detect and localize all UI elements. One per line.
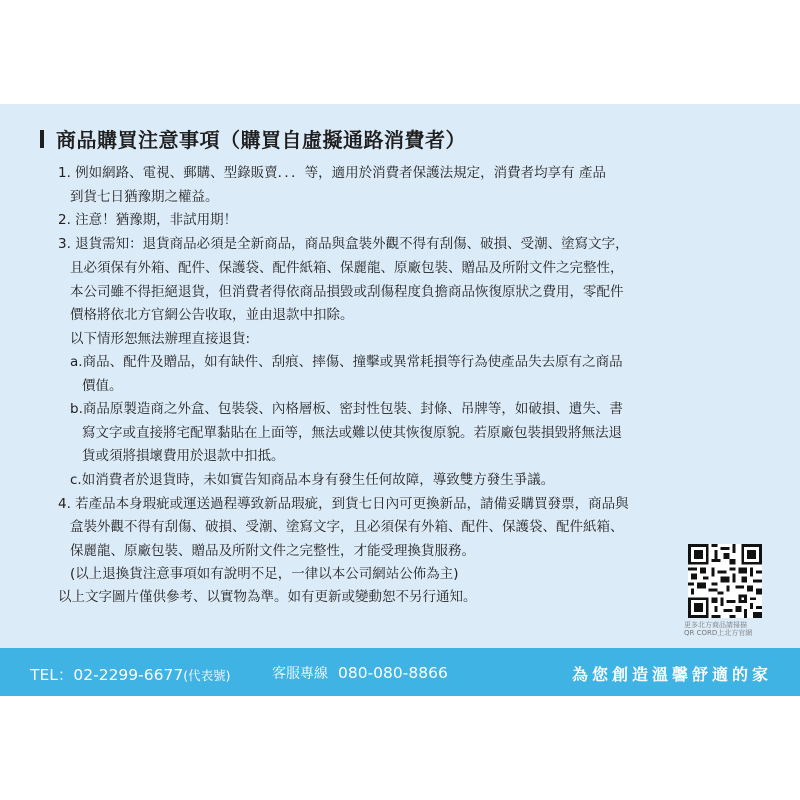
notice-line: 以上文字圖片僅供參考、以實物為準。如有更新或變動恕不另行通知。 [58, 589, 477, 605]
qr-caption-line-2: QR CORD上北方官網 [684, 629, 753, 637]
qr-caption [684, 621, 774, 637]
tel-number: TEL：02-2299-6677 [30, 666, 184, 684]
notice-line: a.商品、配件及贈品，如有缺件、刮痕、摔傷、撞擊或異常耗損等行為使產品失去原有之商品 [70, 354, 623, 370]
notice-line: 保麗龍、原廠包裝、贈品及所附文件之完整性，才能受理換貨服務。 [70, 543, 475, 559]
qr-code[interactable] [688, 544, 762, 618]
notice-line: 以下情形恕無法辦理直接退貨: [70, 331, 251, 347]
service-number: 080-080-8866 [338, 664, 448, 682]
notice-line: (以上退換貨注意事項如有說明不足，一律以本公司網站公佈為主) [70, 566, 459, 582]
tel-note: (代表號) [183, 668, 231, 683]
notice-line: 1. 例如網路、電視、郵購、型錄販賣．．．等，適用於消費者保護法規定，消費者均享有 產品 [58, 165, 606, 181]
notice-line: 且必須保有外箱、配件、保護袋、配件紙箱、保麗龍、原廠包裝、贈品及所附文件之完整性， [70, 260, 624, 276]
notice-line: b.商品原製造商之外盒、包裝袋、內格層板、密封性包裝、封條、吊牌等，如破損、遺失、書 [70, 401, 623, 417]
notice-line: 4. 若產品本身瑕疵或運送過程導致新品瑕疵，到貨七日內可更換新品，請備妥購買發票，商品與 [58, 496, 629, 512]
notice-line: 價格將依北方官網公告收取，並由退款中扣除。 [70, 307, 354, 323]
footer-tel [30, 663, 230, 685]
notice-line: 本公司雖不得拒絕退貨，但消費者得依商品損毀或刮傷程度負擔商品恢復原狀之費用，零配件 [70, 284, 624, 300]
notice-line: c.如消費者於退貨時，未如實告知商品本身有發生任何故障，導致雙方發生爭議。 [70, 472, 555, 488]
notice-line: 寫文字或直接將宅配單黏貼在上面等，無法或難以使其恢復原貌。若原廠包裝損毀將無法退 [82, 425, 622, 441]
notice-title [40, 124, 466, 153]
qr-caption-line-1: 更多北方商品請掃描 [684, 621, 747, 629]
title-marker [40, 130, 44, 148]
notice-line: 盒裝外觀不得有刮傷、破損、受潮、塗寫文字，且必須保有外箱、配件、保護袋、配件紙箱、 [70, 519, 624, 535]
notice-line: 價值。 [82, 378, 123, 394]
notice-line: 貨或須將損壞費用於退款中扣抵。 [82, 448, 285, 464]
notice-title-text: 商品購買注意事項（購買自虛擬通路消費者） [56, 128, 466, 152]
footer-service [272, 663, 448, 683]
service-label: 客服專線 [272, 666, 328, 682]
notice-line: 到貨七日猶豫期之權益。 [70, 189, 219, 205]
footer-slogan: 為您創造溫馨舒適的家 [571, 665, 772, 684]
notice-line: 3. 退貨需知：退貨商品必須是全新商品，商品與盒裝外觀不得有刮傷、破損、受潮、塗寫文字， [58, 236, 629, 252]
notice-line: 2. 注意！猶豫期，非試用期！ [58, 212, 238, 228]
